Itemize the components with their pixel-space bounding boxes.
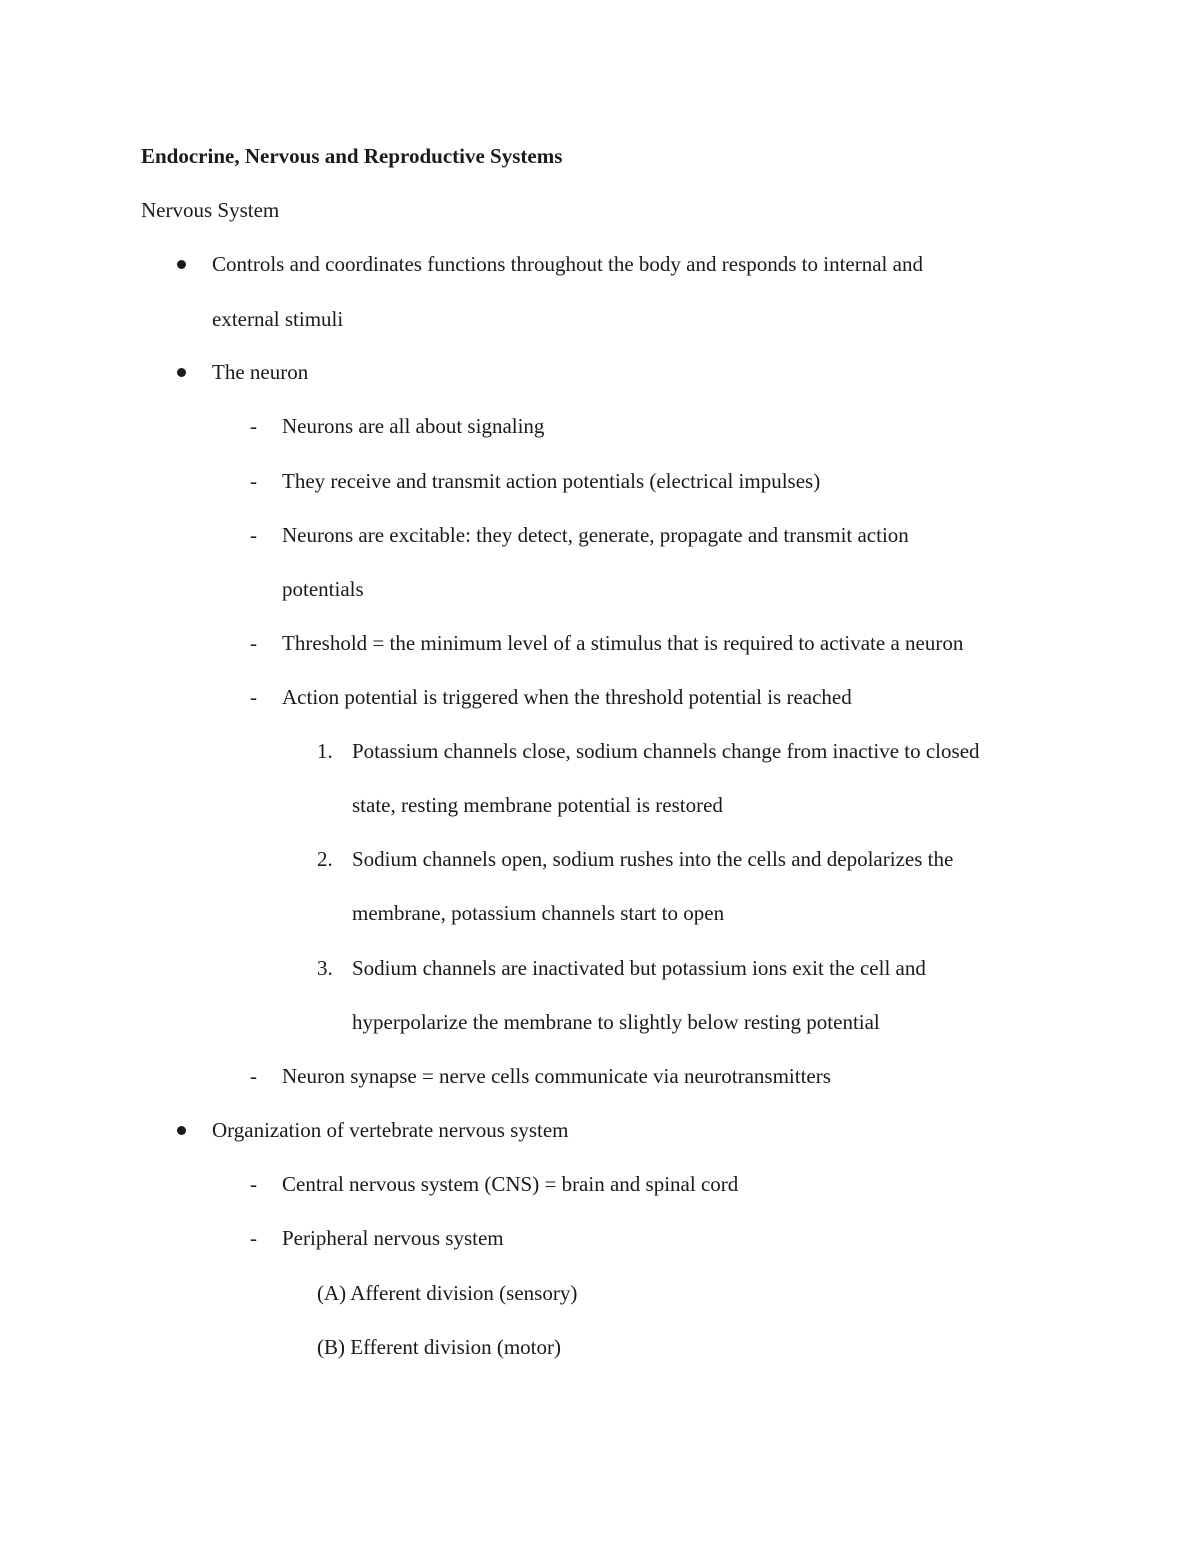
division-item: (B) Efferent division (motor) — [317, 1335, 561, 1359]
list-item: Organization of vertebrate nervous system — [212, 1118, 569, 1142]
dash-marker: - — [250, 469, 257, 493]
list-item-continuation: external stimuli — [212, 307, 344, 331]
numbered-item: Potassium channels close, sodium channels change from inactive to closed — [352, 739, 980, 763]
sub-list-item: Action potential is triggered when the threshold potential is reached — [282, 685, 852, 709]
dash-marker: - — [250, 1064, 257, 1088]
bullet-icon — [177, 1126, 186, 1135]
section-heading: Nervous System — [141, 198, 280, 222]
dash-marker: - — [250, 685, 257, 709]
sub-list-item: Threshold = the minimum level of a stimulus that is required to activate a neuron — [282, 631, 964, 655]
sub-list-item-continuation: potentials — [282, 577, 364, 601]
sub-list-item: They receive and transmit action potentials (electrical impulses) — [282, 469, 821, 493]
dash-marker: - — [250, 631, 257, 655]
numbered-item: Sodium channels are inactivated but potassium ions exit the cell and — [352, 956, 926, 980]
numbered-item-continuation: state, resting membrane potential is restored — [352, 793, 723, 817]
numbered-item-continuation: membrane, potassium channels start to open — [352, 901, 725, 925]
sub-list-item: Neurons are all about signaling — [282, 414, 545, 438]
list-item: The neuron — [212, 360, 309, 384]
dash-marker: - — [250, 414, 257, 438]
bullet-icon — [177, 368, 186, 377]
sub-list-item: Neurons are excitable: they detect, generate, propagate and transmit action — [282, 523, 909, 547]
number-marker: 1. — [317, 739, 333, 763]
dash-marker: - — [250, 1172, 257, 1196]
dash-marker: - — [250, 1226, 257, 1250]
bullet-icon — [177, 260, 186, 269]
list-item: Controls and coordinates functions throughout the body and responds to internal and — [212, 252, 923, 276]
document-title: Endocrine, Nervous and Reproductive Systems — [141, 144, 563, 168]
sub-list-item: Central nervous system (CNS) = brain and spinal cord — [282, 1172, 739, 1196]
numbered-item: Sodium channels open, sodium rushes into the cells and depolarizes the — [352, 847, 954, 871]
sub-list-item: Peripheral nervous system — [282, 1226, 504, 1250]
numbered-item-continuation: hyperpolarize the membrane to slightly below resting potential — [352, 1010, 880, 1034]
division-item: (A) Afferent division (sensory) — [317, 1281, 578, 1305]
sub-list-item: Neuron synapse = nerve cells communicate via neurotransmitters — [282, 1064, 831, 1088]
dash-marker: - — [250, 523, 257, 547]
number-marker: 2. — [317, 847, 333, 871]
number-marker: 3. — [317, 956, 333, 980]
